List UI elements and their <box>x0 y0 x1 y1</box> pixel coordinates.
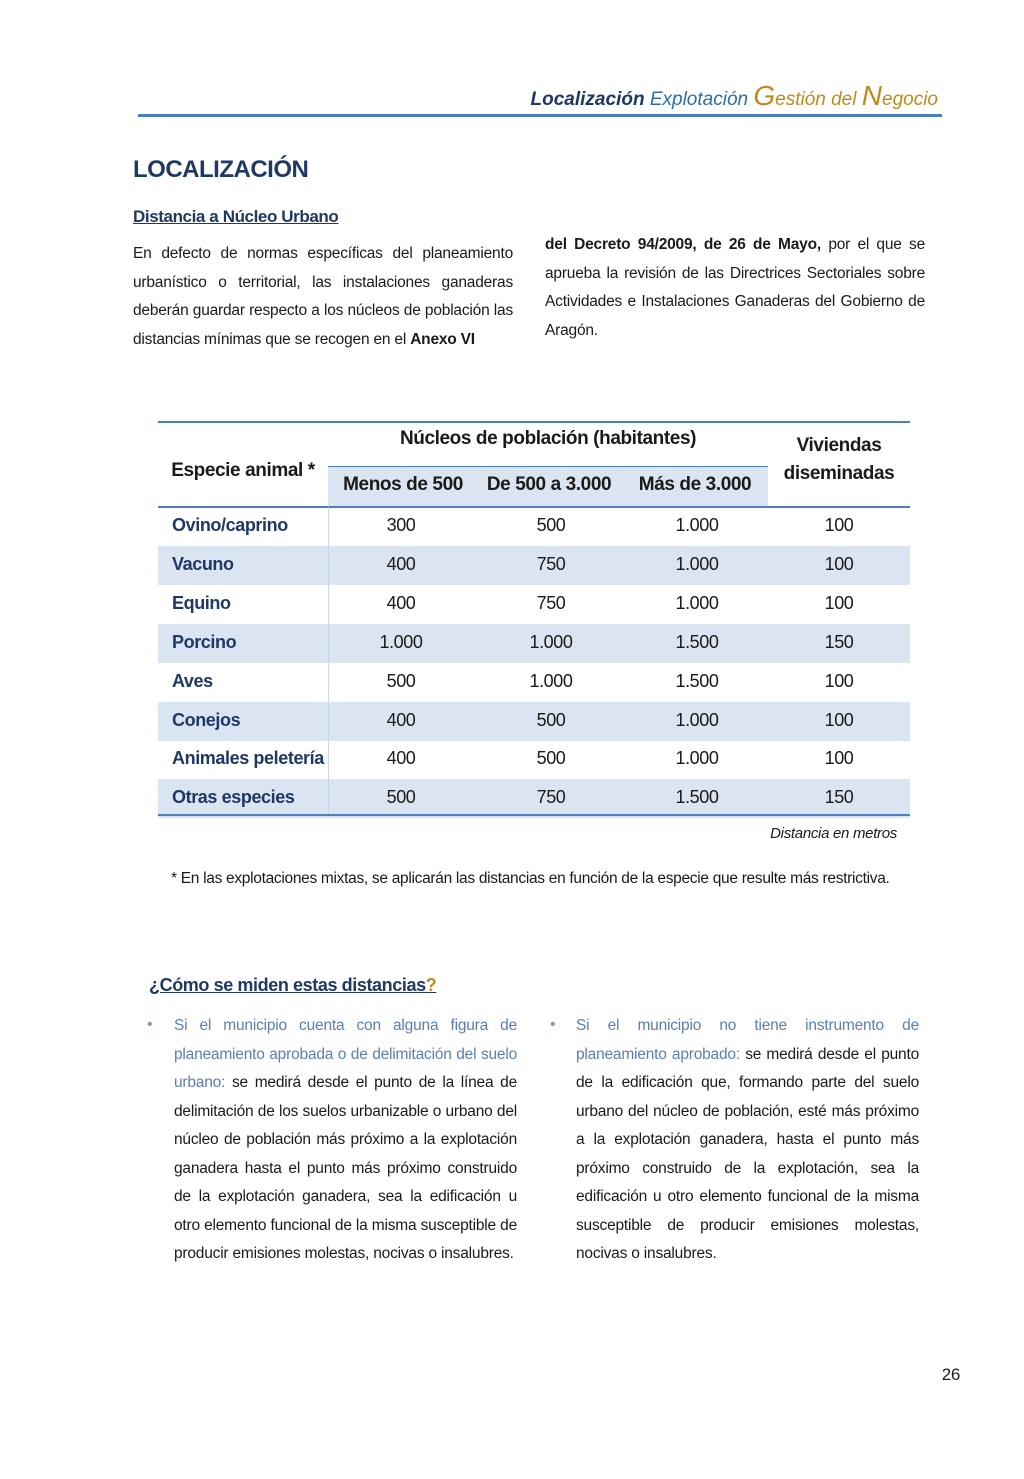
table-bottom-rule <box>158 814 910 816</box>
table-row <box>158 624 910 663</box>
value-500-3000: 1.000 <box>529 670 573 691</box>
table-row <box>158 585 910 624</box>
value-mas-3000: 1.000 <box>675 515 719 535</box>
value-500-3000: 750 <box>536 553 566 574</box>
value-menos-500: 1.000 <box>379 631 423 652</box>
intro-paragraph-right: del Decreto 94/2009, de 26 de Mayo, por el que se aprueba la revisión de las Directrices Sectoriales sobre Actividades e Instalaciones Ganaderas del Gobierno de Aragón. <box>545 236 925 339</box>
value-mas-3000: 1.000 <box>675 709 719 730</box>
value-500-3000: 750 <box>536 787 566 808</box>
species-cell: Animales peletería <box>172 748 324 769</box>
decreto-reference: del Decreto 94/2009, de 26 de Mayo, <box>545 236 821 253</box>
table-row <box>158 663 910 702</box>
value-menos-500: 400 <box>386 592 416 613</box>
header-gestion: Gestión del <box>753 80 857 111</box>
running-header <box>531 80 938 112</box>
value-viviendas: 100 <box>824 592 854 613</box>
units-note: Distancia en metros <box>770 825 897 842</box>
value-viviendas: 100 <box>824 709 854 730</box>
value-mas-3000: 1.500 <box>675 631 719 652</box>
bullet-dot-left: • <box>147 1016 153 1033</box>
value-viviendas: 100 <box>824 748 854 769</box>
species-cell: Vacuno <box>172 553 234 574</box>
value-menos-500: 300 <box>386 515 416 535</box>
species-cell: Conejos <box>172 709 241 730</box>
table-row <box>158 779 910 818</box>
species-cell: Equino <box>172 592 231 613</box>
table-row <box>158 702 910 741</box>
value-viviendas: 100 <box>824 670 854 691</box>
anexo-reference: Anexo VI <box>410 330 475 348</box>
value-mas-3000: 1.500 <box>675 787 719 808</box>
value-500-3000: 750 <box>536 592 566 613</box>
species-cell: Aves <box>172 670 213 691</box>
value-500-3000: 500 <box>536 515 566 535</box>
value-viviendas: 100 <box>824 553 854 574</box>
subheader-band <box>328 466 768 507</box>
header-explotacion: Explotación <box>649 89 749 110</box>
value-500-3000: 1.000 <box>529 631 573 652</box>
value-500-3000: 500 <box>536 748 566 769</box>
column-separator <box>328 507 329 814</box>
value-viviendas: 100 <box>824 515 854 535</box>
value-mas-3000: 1.000 <box>675 748 719 769</box>
bullet-dot-right: • <box>550 1016 556 1033</box>
subheader-500-3000: De 500 a 3.000 <box>486 474 612 495</box>
intro-paragraph-left: En defecto de normas específicas del planeamiento urbanístico o territorial, las instalaciones ganaderas deberán guardar respecto a los núcleos de población las distancias mínimas que se recogen en el Anexo VI <box>133 245 513 348</box>
header-nucleos: Núcleos de población (habitantes) <box>399 428 697 449</box>
header-especie: Especie animal * <box>171 460 315 481</box>
value-mas-3000: 1.500 <box>675 670 719 691</box>
value-500-3000: 500 <box>536 709 566 730</box>
subheader-menos-500: Menos de 500 <box>343 474 463 495</box>
value-menos-500: 400 <box>386 709 416 730</box>
table-row <box>158 546 910 585</box>
value-mas-3000: 1.000 <box>675 592 719 613</box>
section-title: LOCALIZACIÓN <box>133 156 309 183</box>
species-cell: Otras especies <box>172 787 295 808</box>
header-negocio: Negocio <box>861 80 938 111</box>
table-row <box>158 740 910 779</box>
subheader-mas-3000: Más de 3.000 <box>638 474 752 495</box>
page-number: 26 <box>941 1365 960 1384</box>
subheading-distancia: Distancia a Núcleo Urbano <box>133 207 339 226</box>
table-top-rule <box>158 421 910 423</box>
table-row <box>158 507 910 546</box>
value-menos-500: 500 <box>386 787 416 808</box>
header-rule <box>138 114 942 117</box>
species-cell: Ovino/caprino <box>172 515 288 535</box>
value-mas-3000: 1.000 <box>675 553 719 574</box>
subheading-como-se-miden: ¿Cómo se miden estas distancias? <box>149 975 437 995</box>
value-menos-500: 400 <box>386 553 416 574</box>
value-viviendas: 150 <box>824 631 854 652</box>
table-footnote: * En las explotaciones mixtas, se aplicarán las distancias en función de la especie que resulte más restrictiva. <box>171 870 890 887</box>
value-menos-500: 400 <box>386 748 416 769</box>
value-menos-500: 500 <box>386 670 416 691</box>
header-localizacion: Localización <box>530 89 645 110</box>
header-viviendas: Viviendas diseminadas <box>783 435 895 484</box>
value-viviendas: 150 <box>824 787 854 808</box>
species-cell: Porcino <box>172 631 237 652</box>
bullet-municipio-sin-planeamiento: Si el municipio no tiene instrumento de planeamiento aprobado: se medirá desde el punto de la edificación que, formando parte del suelo urbano del núcleo de población, esté más próximo a la explotación ganadera, hasta el punto más próximo construido de la explotación, sea la edificación u otro elemento funcional de la misma susceptible de producir emisiones molestas, nocivas o insalubres. <box>576 1017 919 1262</box>
bullet-municipio-con-planeamiento: Si el municipio cuenta con alguna figura de planeamiento aprobada o de delimitación del suelo urbano: se medirá desde el punto de la línea de delimitación de los suelos urbanizable o urbano del núcleo de población más próximo a la explotación ganadera hasta el punto más próximo construido de la explotación ganadera, sea la edificación u otro elemento funcional de la misma susceptible de producir emisiones molestas, nocivas o insalubres. <box>174 1017 518 1262</box>
